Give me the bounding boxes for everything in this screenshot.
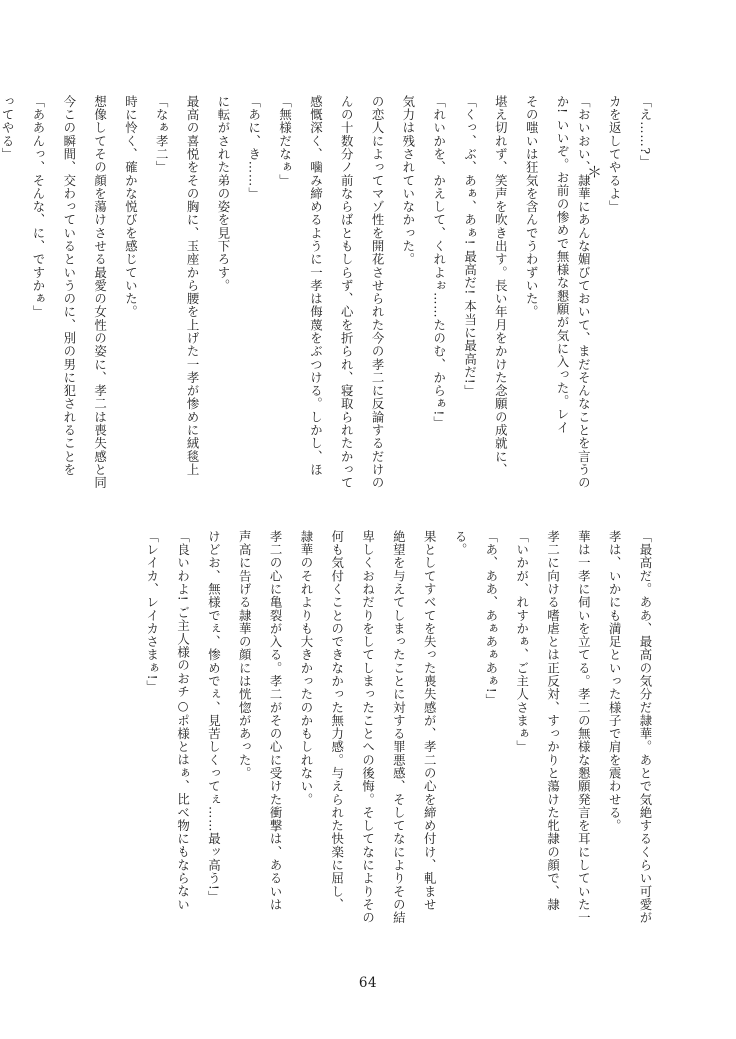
text-column: その嗤いは狂気を含んでうわずいた。	[524, 95, 540, 319]
text-column: 「いかが、れすかぁ、ご主人さまぁ」	[514, 530, 530, 754]
text-column: 声高に告げる隷華の顔には恍惚があった。	[237, 530, 253, 780]
text-column: 絶望を与えてしまったことに対する罪悪感、そしてなによりその結	[391, 530, 407, 925]
text-column: に転がされた弟の姿を見下ろす。	[215, 95, 231, 293]
text-column: 何も気付くことのできなかった無力感。与えられた快楽に屈し、	[329, 530, 345, 912]
text-column: 孝二に向ける嗜虐とは正反対、すっかりと蕩けた牝隷の顔で、隷	[545, 530, 561, 912]
lower-text-block	[132, 530, 656, 950]
text-column: 「あに、き……」	[246, 95, 262, 201]
text-column: 堪え切れず、笑声を吹き出す。長い年月をかけた念願の成就に、	[493, 95, 509, 477]
text-column: 隷華のそれよりも大きかったのかもしれない。	[298, 530, 314, 807]
text-column: 想像してその顔を蕩けさせる最愛の女性の姿に、孝二は喪失感と同	[92, 95, 108, 490]
text-column: 「あ、ああ、あぁあぁあぁ!」	[483, 530, 499, 707]
text-column: んの十数分ノ前ならばともしらず、心を折られ、寝取られたかって	[339, 95, 355, 490]
text-column: カを返してやるよ」	[607, 95, 623, 214]
text-column: 「れいかを、かえして、くれよぉ……たのむ、からぁ!」	[431, 95, 447, 430]
upper-text-block	[0, 95, 656, 495]
text-column: 感慨深く、噛み締めるように一孝は侮蔑をぶつける。しかし、ほ	[308, 95, 324, 477]
text-column: ってやる」	[0, 95, 16, 161]
text-column: る。	[453, 530, 469, 557]
text-column: 気力は残されていなかった。	[400, 95, 416, 266]
text-column: 孝は、いかにも満足といった様子で肩を震わせる。	[607, 530, 623, 833]
text-column: 孝二の心に亀裂が入る。孝二がその心に受けた衝撃は、あるいは	[268, 530, 284, 912]
text-column: 「ああんっ、そんな、に、ですかぁ」	[30, 95, 46, 319]
text-column: 最高の喜悦をその胸に、玉座から腰を上げた一孝が惨めに絨毯上	[185, 95, 201, 477]
text-column: 「最高だ。ああ、最高の気分だ隷華。あとで気絶するくらい可愛が	[638, 530, 653, 925]
text-column: 「くっ、ぶ、あぁ、あぁ! 最高だ! 本当に最高だ!」	[462, 95, 478, 398]
text-column: 「え……?」	[638, 95, 653, 169]
text-column: 果としてすべてを失った喪失感が、孝二の心を締め付け、軋ませ	[422, 530, 438, 912]
section-divider-mark: ＊	[586, 163, 602, 181]
text-column: 今この瞬間、交わっているというのに、別の男に犯されることを	[61, 95, 77, 477]
text-column: 時に怜く、確かな悦びを感じていた。	[123, 95, 139, 319]
text-column: 「無様だなぁ」	[277, 95, 293, 188]
text-column: 「なぁ孝二」	[154, 95, 170, 174]
text-column: 「良いわよ! ご主人様のおチ○ポ様とはぁ、比べ物にもならない	[175, 530, 191, 912]
text-column: 「レイカ、レイカさまぁ!」	[144, 530, 160, 694]
text-column: の恋人によってマゾ性を開花させられた今の孝二に反論するだけの	[370, 95, 386, 490]
text-column: 華は一孝に伺いを立てる。孝二の無様な懇願発言を耳にしていた一	[576, 530, 592, 925]
page-number: 64	[358, 975, 378, 991]
text-column: 卑しくおねだりをしてしまったことへの後悔。そしてなによりその	[360, 530, 376, 925]
text-column: けどお、無様でぇ、惨めでぇ、見苦しくってぇ……最ッ高う!」	[206, 530, 222, 904]
text-column: 「おいおい、隷華にあんな媚びておいて、まだそんなことを言うのか! いいぞ。お前の惨めで無様な懇願が気に入った。レイ	[555, 95, 592, 490]
